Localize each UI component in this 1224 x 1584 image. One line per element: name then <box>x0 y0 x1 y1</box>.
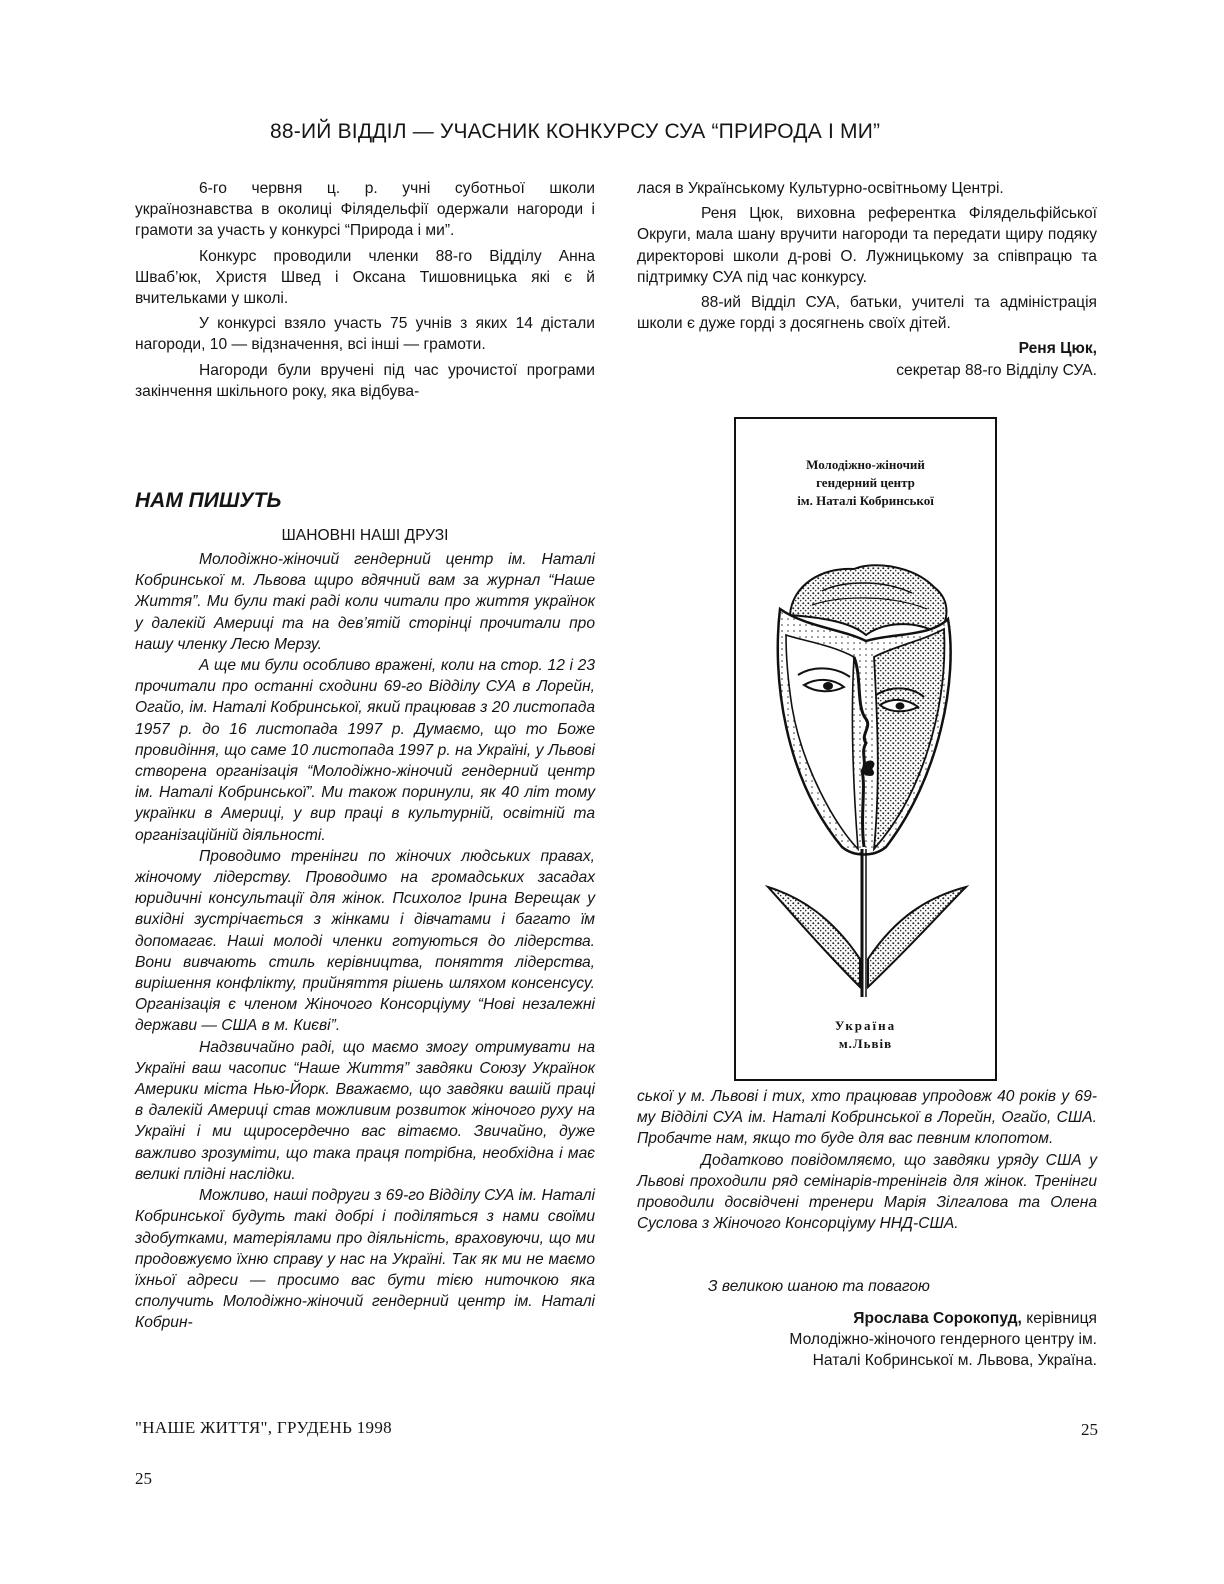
logo-city: м.Львів <box>838 1036 893 1051</box>
letter-paragraph: Проводимо тренінги по жіночих людських правах, жіночому лідерству. Проводимо на громадських засадах юридичні консультації для жінок. Психолог Ірина Верещак у вихідні зустрічається з жінками і дівчатами і багато їм допомагає. Наші молоді членки готуються до лідерства. Вони вивчають стиль керівництва, поняття лідерства, вирішення конфлікту, прийняття рішень шляхом консенсусу. Організація є членом Жіночого Консорціуму “Нові незалежні держави — США в м. Києві”. <box>135 847 595 1035</box>
letter-signature <box>637 1308 1097 1372</box>
report-paragraph: Нагороди були вручені під час урочистої програми закінчення шкільного року, яка відбува- <box>135 361 595 400</box>
report-paragraph: 88-ий Відділ СУА, батьки, учителі та адміністрація школи є дуже горді з досягнень своїх дітей. <box>637 294 1097 333</box>
report-column-right <box>637 178 1097 381</box>
logo-title-line: Молодіжно-жіночий <box>806 457 925 472</box>
report-paragraph: У конкурсі взяло участь 75 учнів з яких 14 дістали нагороди, 10 — відзначення, всі інші — грамоти. <box>135 315 595 354</box>
letter-column-right <box>637 1086 1097 1234</box>
page-number: 25 <box>1081 1420 1098 1439</box>
logo-country: Україна <box>834 1018 897 1033</box>
logo-title-line: гендерний центр <box>816 475 915 490</box>
report-paragraph: Конкурс проводили членки 88-го Відділу Анна Шваб’юк, Христя Швед і Оксана Тишовницька які є й вчительками у школі. <box>135 247 595 308</box>
letter-greeting: ШАНОВНІ НАШІ ДРУЗІ <box>281 527 449 544</box>
report-signature-name: Реня Цюк, <box>1018 340 1097 358</box>
letter-signer-role: керівниця <box>1021 1310 1097 1327</box>
letter-signer-org: Наталі Кобринської м. Львова, Україна. <box>812 1352 1097 1370</box>
letter-paragraph: Додатково повідомляємо, що завдяки уряду США у Львові проходили ряд семінарів-тренінгів для жінок. Тренінги проводили досвідчені тренери Марія Зілгалова та Олена Суслова з Жіночого Консорціуму ННД-США. <box>637 1151 1097 1233</box>
letter-paragraph: Можливо, наші подруги з 69-го Відділу СУА ім. Наталі Кобринської будуть такі добрі і поділяться з нами своїми здобутками, матеріялами про діяльність, враховуючи, що ми продовжуємо їхню справу у нас на Україні. Так як ми не маємо їхньої адреси — просимо вас бути тією ниточкою яка сполучить Молодіжно-жіночий гендерний центр ім. Наталі Кобрин- <box>135 1187 596 1332</box>
report-signature-title: секретар 88-го Відділу СУА. <box>896 361 1097 379</box>
letter-paragraph: Надзвичайно раді, що маємо змогу отримувати на Україні ваш часопис “Наше Життя” завдяки Союзу Українок Америки міста Нью-Йорк. Вважаємо, що завдяки вашій праці в далекій Америці став можливим розвиток жіночого руху на Україні і ми щиросердечно вас вітаємо. Звичайно, дуже важливо зрозуміти, що така праця потрібна, необхідна і має великі плідні наслідки. <box>135 1038 595 1183</box>
footer-journal-title: "НАШЕ ЖИТТЯ", ГРУДЕНЬ 1998 <box>135 1418 392 1437</box>
center-logo-card <box>734 417 997 1081</box>
letter-paragraph: Молодіжно-жіночий гендерний центр ім. Наталі Кобринської м. Львова щиро вдячний вам за журнал “Наше Життя”. Ми були такі раді коли читали про життя українок у далекій Америці та на дев’ятій сторінці прочитали про нашу членку Лесю Мерзу. <box>135 551 595 653</box>
letter-signer-name: Ярослава Сорокопуд, <box>853 1310 1022 1327</box>
report-paragraph-continued: лася в Українському Культурно-освітньому Центрі. <box>637 180 1004 197</box>
letter-paragraph: А ще ми були особливо вражені, коли на стор. 12 і 23 прочитали про останні сходини 69-го Відділу СУА в Лорейн, Огайо, ім. Наталі Кобринської, який працював з 20 листопада 1957 р. до 16 листопада 1997 р. Думаємо, що то Боже провидіння, що саме 10 листопада 1997 р. на Україні, у Львові створена організація “Молодіжно-жіночий гендерний центр ім. Наталі Кобринської”. Ми також поринули, як 40 літ тому українки в Америці, у вир праці в культурній, освітній та організаційній діяльності. <box>135 657 595 844</box>
letter-closing: З великою шаною та повагою <box>708 1278 930 1295</box>
tulip-face-emblem-icon <box>762 557 972 997</box>
letter-signer-line <box>637 1308 1097 1329</box>
letter-paragraph-continued: ської у м. Львові і тих, хто працював упродовж 40 років у 69-му Відділі СУА ім. Наталі Кобринської в Лорейн, Огайо, США. Пробачте нам, якщо то буде для вас певним клопотом. <box>637 1088 1097 1148</box>
report-column-left <box>135 178 595 406</box>
report-paragraph: Реня Цюк, виховна референтка Філядельфійської Округи, мала шану вручити нагороди та передати щиру подяку директорові школи д-рові О. Лужницькому за співпрацю та підтримку СУА під час конкурсу. <box>637 205 1097 286</box>
page-number-bottom: 25 <box>135 1469 152 1488</box>
letter-signer-org: Молодіжно-жіночого гендерного центру ім. <box>789 1331 1097 1349</box>
letter-column-left <box>135 549 595 1334</box>
article-headline: 88-ИЙ ВІДДІЛ — УЧАСНИК КОНКУРСУ СУА “ПРИРОДА І МИ” <box>270 120 881 143</box>
report-paragraph: 6-го червня ц. р. учні суботньої школи українознавства в околиці Філядельфії одержали нагороди і грамоти за участь у конкурсі “Природа і ми”. <box>135 180 595 240</box>
logo-title-line: ім. Наталі Кобринської <box>797 493 934 508</box>
section-heading: НАМ ПИШУТЬ <box>135 489 282 512</box>
